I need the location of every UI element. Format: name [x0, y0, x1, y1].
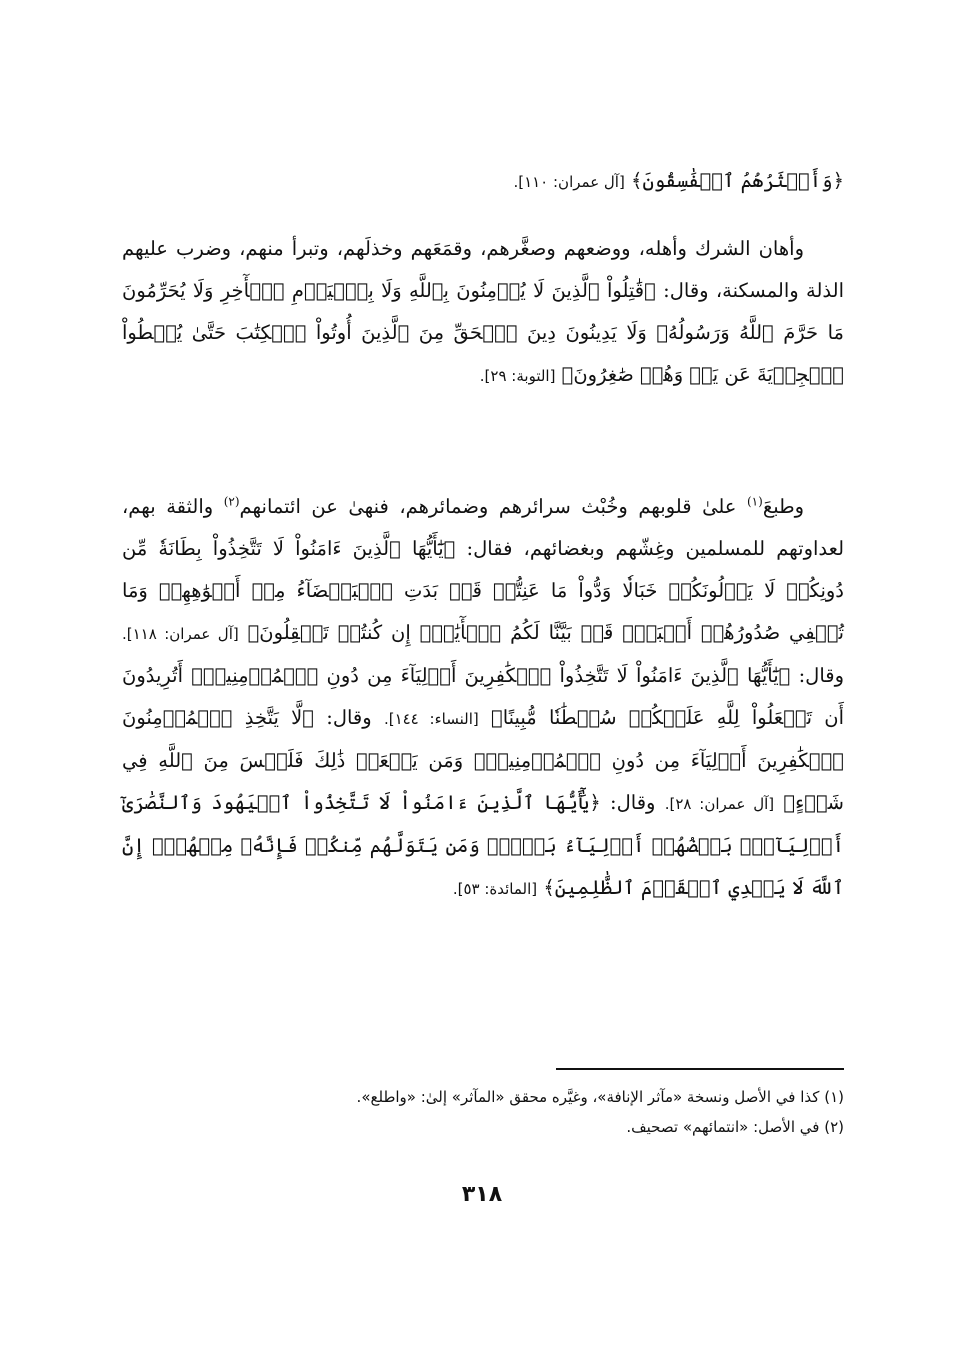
verse-reference: [آل عمران: ١١٨].: [122, 625, 239, 643]
footnote-number: (٢): [824, 1118, 844, 1136]
verse-reference: [التوبة: ٢٩].: [479, 367, 556, 385]
footnote-marker-2[interactable]: (٢): [223, 494, 240, 509]
footnotes: [122, 1082, 844, 1142]
page-number: ٣١٨: [461, 1182, 503, 1207]
quran-verse: ﴿يَٰٓأَيُّهَا ٱلَّذِينَ ءَامَنُواْ لَا تَتَّخِذُواْ بِطَانَةٗ مِّن دُونِكُمۡ لَا يَأۡلُونَكُمۡ خَبَالٗا وَدُّواْ مَا عَنِتُّمۡ قَدۡ بَدَتِ ٱلۡبَغۡضَآءُ مِنۡ أَفۡوَٰهِهِمۡ وَمَا تُخۡفِي صُدُورُهُمۡ أَكۡبَرُۚ قَدۡ بَيَّنَّا لَكُمُ ٱلۡأٓيَٰتِۖ إِن كُنتُمۡ تَعۡقِلُونَ﴾: [122, 537, 845, 644]
verse-reference: [النساء: ١٤٤].: [383, 710, 479, 728]
quran-verse: ﴿قَٰتِلُواْ ٱلَّذِينَ لَا يُؤۡمِنُونَ بِٱللَّهِ وَلَا بِٱلۡيَوۡمِ ٱلۡأٓخِرِ وَلَا يُحَرِّمُونَ مَا حَرَّمَ ٱللَّهُ وَرَسُولُهُۥ وَلَا يَدِينُونَ دِينَ ٱلۡحَقِّ مِنَ ٱلَّذِينَ أُوتُواْ ٱلۡكِتَٰبَ حَتَّىٰ يُعۡطُواْ ٱلۡجِزۡيَةَ عَن يَدٖ وَهُمۡ صَٰغِرُونَ﴾: [122, 279, 844, 386]
footnote-divider: [556, 1068, 844, 1070]
quran-verse: ﴿وَأَكۡثَرُهُمُ ٱلۡفَٰسِقُونَ﴾: [631, 169, 844, 192]
quran-verse: ﴿لَّا يَتَّخِذِ ٱلۡمُؤۡمِنُونَ ٱلۡكَٰفِرِينَ أَوۡلِيَآءَ مِن دُونِ ٱلۡمُؤۡمِنِينَۖ وَمَن يَفۡعَلۡ ذَٰلِكَ فَلَيۡسَ مِنَ ٱللَّهِ فِي شَيۡءٍ﴾: [122, 706, 845, 814]
footnote-text: في الأصل: «انتمائهم» تصحيف.: [626, 1118, 820, 1136]
verse-reference: [آل عمران: ٢٨].: [664, 795, 775, 813]
quran-verse: ﴿يَٰٓأَيُّهَا ٱلَّذِينَ ءَامَنُواْ لَا تَتَّخِذُواْ ٱلۡيَهُودَ وَٱلنَّصَٰرَىٰٓ أَوۡلِيَآءَۘ بَعۡضُهُمۡ أَوۡلِيَآءُ بَعۡضٖۚ وَمَن يَتَوَلَّهُم مِّنكُمۡ فَإِنَّهُۥ مِنۡهُمۡۗ إِنَّ ٱللَّهَ لَا يَهۡدِي ٱلۡقَوۡمَ ٱلظَّٰلِمِينَ﴾: [122, 791, 844, 899]
footnote-marker-1[interactable]: (١): [746, 494, 763, 509]
paragraph-text: وطبعَ: [762, 495, 805, 518]
paragraph-text: وقال:: [798, 664, 845, 687]
paragraph-1: [122, 160, 844, 203]
quran-verse: ﴿يَٰٓأَيُّهَا ٱلَّذِينَ ءَامَنُواْ لَا تَتَّخِذُواْ ٱلۡكَٰفِرِينَ أَوۡلِيَآءَ مِن دُونِ ٱلۡمُؤۡمِنِينَۚ أَتُرِيدُونَ أَن تَجۡعَلُواْ لِلَّهِ عَلَيۡكُمۡ سُلۡطَٰنٗا مُّبِينًا﴾: [122, 664, 845, 729]
paragraph-text: وأهان الشرك وأهله، ووضعهم وصغَّرهم، وقمَعَهم وخذلَهم، وتبرأ منهم، وضرب عليهم الذلة والمسكنة، وقال:: [122, 237, 844, 302]
footnote-1: [122, 1082, 844, 1112]
paragraph-text: والثقة بهم، لعداوتهم للمسلمين وغِشّهم وبغضائهم، فقال:: [122, 495, 845, 560]
paragraph-text: وقال:: [610, 791, 656, 814]
footnote-2: [122, 1112, 844, 1142]
paragraph-3: [122, 486, 844, 910]
footnote-number: (١): [824, 1088, 844, 1106]
paragraph-2: [122, 228, 844, 397]
paragraph-text: علىٰ قلوبهم وخُبْث سرائرهم وضمائرهم، فنهىٰ عن ائتمانهم: [239, 495, 737, 518]
verse-reference: [آل عمران: ١١٠].: [513, 173, 625, 191]
paragraph-text: وقال:: [326, 706, 372, 729]
footnote-text: كذا في الأصل ونسخة «مآثر الإنافة»، وغيَّره محقق «المآثر» إلىٰ: «واطلع».: [356, 1088, 820, 1106]
verse-reference: [المائدة: ٥٣].: [452, 880, 538, 898]
